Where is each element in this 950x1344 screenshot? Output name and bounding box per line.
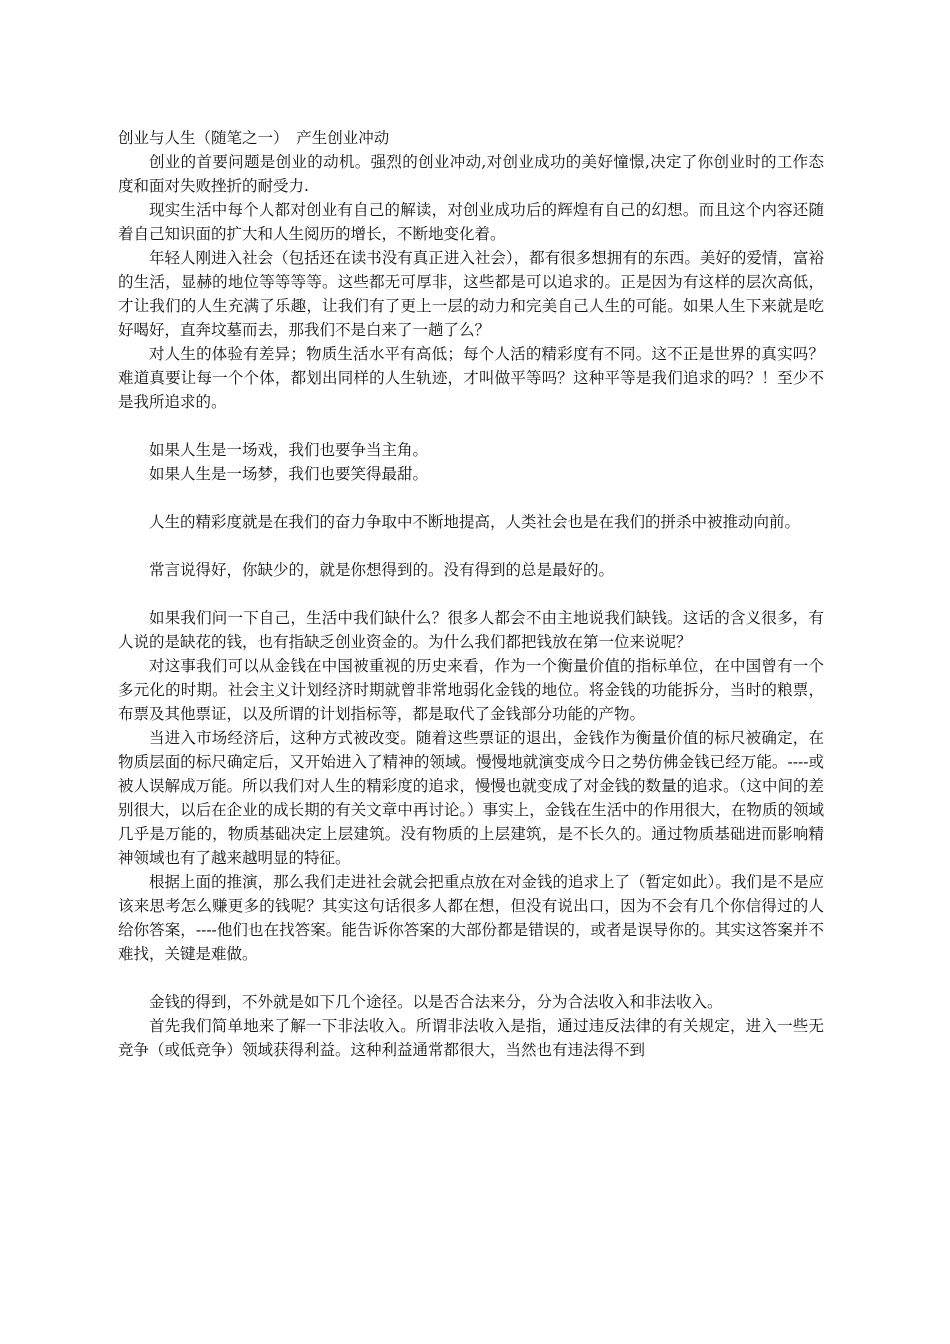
blank-line — [118, 486, 824, 510]
paragraph: 现实生活中每个人都对创业有自己的解读，对创业成功后的辉煌有自己的幻想。而且这个内容还随着自己知识面的扩大和人生阅历的增长，不断地变化着。 — [118, 201, 824, 243]
paragraph: 如果人生是一场梦，我们也要笑得最甜。 — [149, 465, 429, 483]
document-body — [118, 126, 824, 1062]
paragraph: 创业的首要问题是创业的动机。强烈的创业冲动,对创业成功的美好憧憬,决定了你创业时的工作态度和面对失败挫折的耐受力. — [118, 153, 824, 195]
paragraph: 人生的精彩度就是在我们的奋力争取中不断地提高，人类社会也是在我们的拼杀中被推动向前。 — [149, 513, 801, 531]
blank-line — [118, 582, 824, 606]
document-title: 创业与人生（随笔之一） 产生创业冲动 — [118, 129, 390, 147]
paragraph: 根据上面的推演，那么我们走进社会就会把重点放在对金钱的追求上了（暂定如此）。我们是不是应该来思考怎么赚更多的钱呢？其实这句话很多人都在想，但没有说出口，因为不会有几个你信得过的人给你答案，----他们也在找答案。能告诉你答案的大部份都是错误的，或者是误导你的。其实这答案并不难找，关键是难做。 — [118, 873, 824, 963]
blank-line — [118, 966, 824, 990]
blank-line — [118, 534, 824, 558]
blank-line — [118, 414, 824, 438]
paragraph: 年轻人刚进入社会（包括还在读书没有真正进入社会），都有很多想拥有的东西。美好的爱情，富裕的生活，显赫的地位等等等等。这些都无可厚非，这些都是可以追求的。正是因为有这样的层次高低，才让我们的人生充满了乐趣，让我们有了更上一层的动力和完美自己人生的可能。如果人生下来就是吃好喝好，直奔坟墓而去，那我们不是白来了一趟了么？ — [118, 249, 824, 339]
paragraph: 如果人生是一场戏，我们也要争当主角。 — [149, 441, 429, 459]
paragraph: 当进入市场经济后，这种方式被改变。随着这些票证的退出，金钱作为衡量价值的标尺被确定，在物质层面的标尺确定后，又开始进入了精神的领域。慢慢地就演变成今日之势仿佛金钱已经万能。----或被人误解成万能。所以我们对人生的精彩度的追求，慢慢也就变成了对金钱的数量的追求。（这中间的差别很大，以后在企业的成长期的有关文章中再讨论。）事实上，金钱在生活中的作用很大，在物质的领域几乎是万能的，物质基础决定上层建筑。没有物质的上层建筑，是不长久的。通过物质基础进而影响精神领域也有了越来越明显的特征。 — [118, 729, 824, 867]
paragraph: 首先我们简单地来了解一下非法收入。所谓非法收入是指，通过违反法律的有关规定，进入一些无竞争（或低竞争）领域获得利益。这种利益通常都很大，当然也有违法得不到 — [118, 1017, 824, 1059]
paragraph: 对这事我们可以从金钱在中国被重视的历史来看，作为一个衡量价值的指标单位，在中国曾有一个多元化的时期。社会主义计划经济时期就曾非常地弱化金钱的地位。将金钱的功能拆分，当时的粮票，布票及其他票证，以及所谓的计划指标等，都是取代了金钱部分功能的产物。 — [118, 657, 824, 723]
paragraph: 金钱的得到，不外就是如下几个途径。以是否合法来分，分为合法收入和非法收入。 — [149, 993, 723, 1011]
paragraph: 如果我们问一下自己，生活中我们缺什么？很多人都会不由主地说我们缺钱。这话的含义很多，有人说的是缺花的钱，也有指缺乏创业资金的。为什么我们都把钱放在第一位来说呢？ — [118, 609, 824, 651]
paragraph: 常言说得好，你缺少的，就是你想得到的。没有得到的总是最好的。 — [149, 561, 615, 579]
paragraph: 对人生的体验有差异；物质生活水平有高低；每个人活的精彩度有不同。这不正是世界的真实吗？难道真要让每一个个体，都划出同样的人生轨迹，才叫做平等吗？这种平等是我们追求的吗？！至少不是我所追求的。 — [118, 345, 824, 411]
